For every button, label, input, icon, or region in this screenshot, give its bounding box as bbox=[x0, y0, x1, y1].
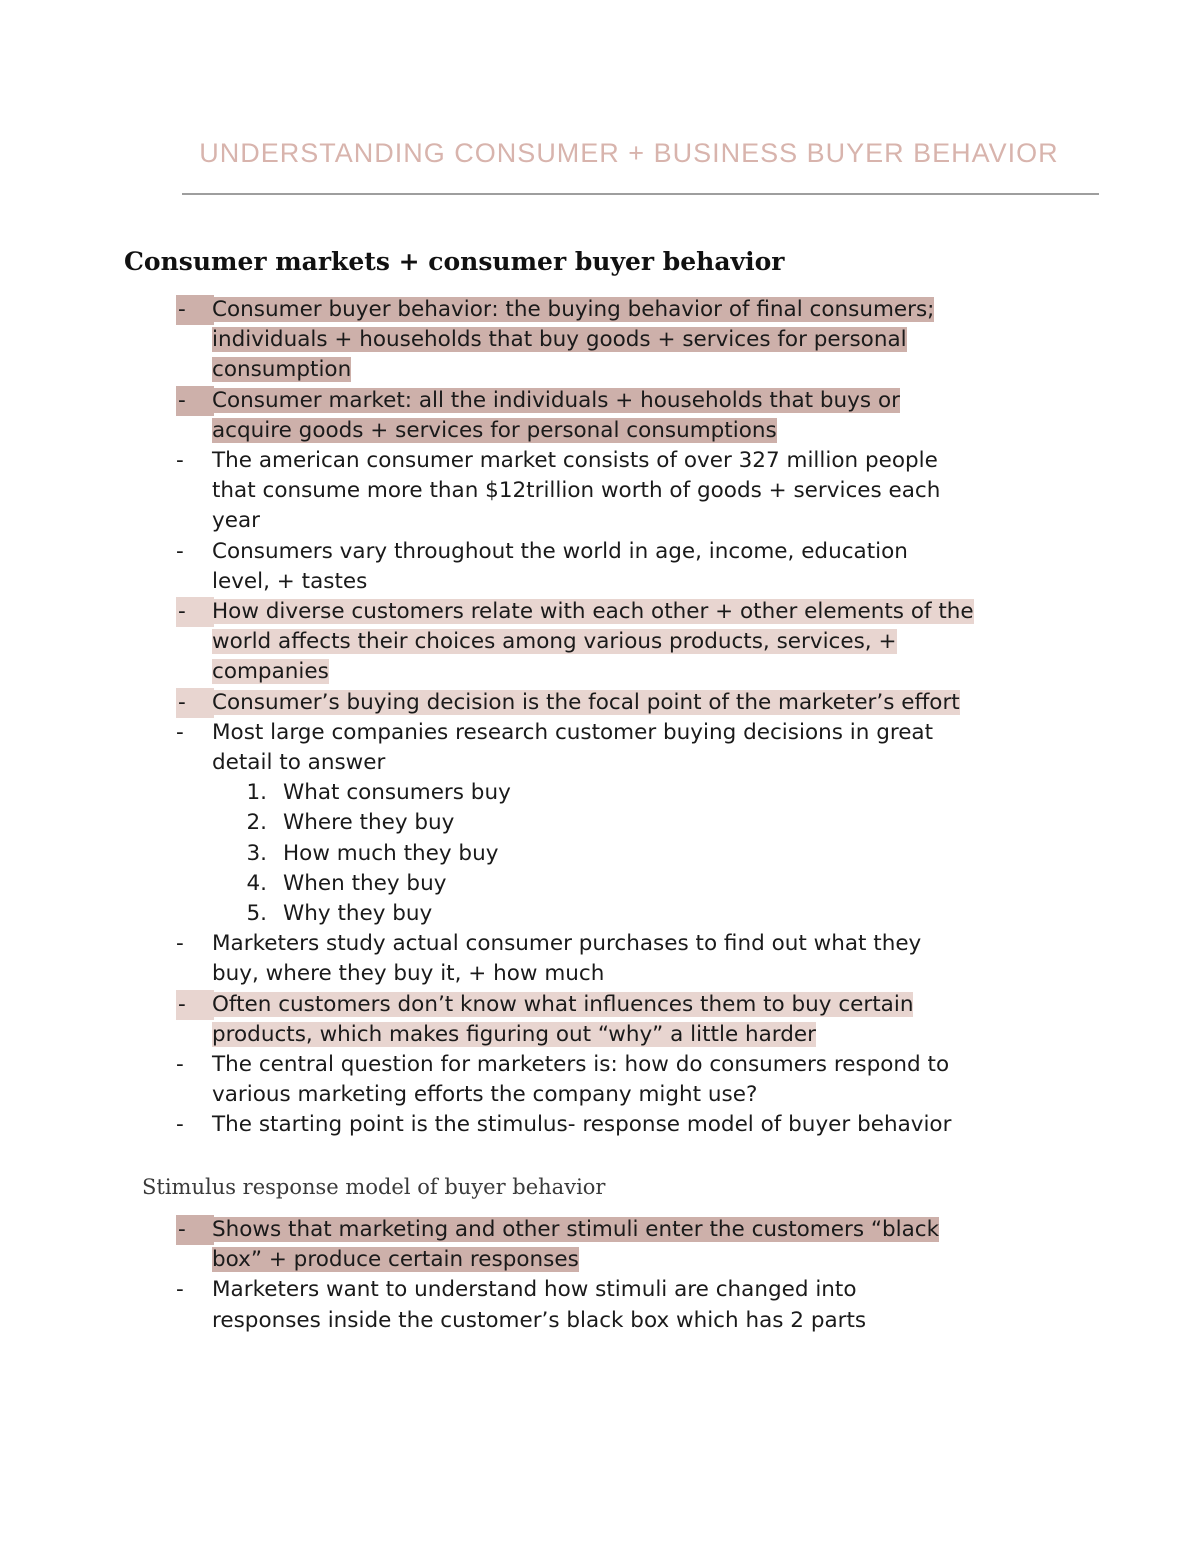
bullet-line bbox=[212, 1306, 866, 1336]
bullet-text: products, which makes figuring out “why” a little harder bbox=[212, 1021, 816, 1047]
bullet-text: Most large companies research customer buying decisions in great bbox=[212, 719, 934, 745]
bullet-text: The central question for marketers is: how do consumers respond to bbox=[212, 1052, 950, 1077]
bullet-line bbox=[212, 657, 329, 687]
bullet-dash: - bbox=[176, 1277, 184, 1303]
bullet-dash: - bbox=[176, 386, 214, 416]
bullet-line bbox=[212, 959, 604, 989]
bullet-line bbox=[212, 1080, 757, 1110]
numbered-item-number: 5. bbox=[246, 901, 267, 926]
bullet-dash: - bbox=[176, 1112, 184, 1138]
bullet-line bbox=[212, 1275, 857, 1305]
bullet-text: detail to answer bbox=[212, 750, 386, 775]
bullet-dash: - bbox=[176, 1052, 184, 1077]
bullet-text: Consumers vary throughout the world in age, income, education bbox=[212, 538, 908, 564]
bullet-line bbox=[212, 355, 351, 385]
bullet-line bbox=[212, 476, 940, 506]
numbered-item-number: 4. bbox=[246, 870, 267, 896]
bullet-text: Marketers study actual consumer purchases to find out what they bbox=[212, 931, 922, 957]
bullet-line bbox=[212, 718, 933, 748]
bullet-line bbox=[212, 325, 907, 355]
bullet-text: : all the individuals + households that buys or bbox=[404, 387, 900, 413]
numbered-item-text: How much they buy bbox=[283, 840, 499, 866]
bullet-text: How diverse customers relate with each other + other elements of the bbox=[212, 599, 974, 624]
bullet-text: companies bbox=[212, 659, 329, 685]
bullet-text: Marketers want to understand how stimuli are changed into bbox=[212, 1277, 857, 1303]
bullet-line bbox=[212, 1245, 579, 1275]
bullet-line bbox=[212, 537, 908, 567]
bullet-text: level, + tastes bbox=[212, 568, 368, 594]
bullet-text: Consumer buyer behavior bbox=[212, 297, 492, 322]
section-heading-stimulus-response: Stimulus response model of buyer behavior bbox=[142, 1175, 606, 1199]
bullet-dash: - bbox=[176, 295, 214, 325]
bullet-text: acquire goods + services for personal consumptions bbox=[212, 417, 777, 443]
bullet-line bbox=[212, 990, 913, 1020]
bullet-line bbox=[212, 748, 385, 778]
bullet-dash: - bbox=[176, 1215, 214, 1245]
bullet-text: various marketing efforts the company might use? bbox=[212, 1082, 758, 1108]
page-title: UNDERSTANDING CONSUMER + BUSINESS BUYER BEHAVIOR bbox=[199, 138, 1059, 168]
bullet-text: Consumer’s buying decision is the focal point of the marketer’s effort bbox=[212, 689, 960, 715]
bullet-line bbox=[212, 688, 960, 718]
bullet-text: individuals + households that buy goods + services for personal bbox=[212, 327, 907, 353]
bullet-dash: - bbox=[176, 931, 184, 957]
numbered-item-number: 1. bbox=[246, 780, 267, 806]
bullet-text: The american consumer market consists of over 327 million people bbox=[212, 448, 938, 473]
numbered-item-number: 3. bbox=[246, 840, 267, 866]
numbered-item-text: Why they buy bbox=[283, 901, 433, 926]
bullet-dash: - bbox=[176, 990, 214, 1020]
bullet-line bbox=[212, 1110, 951, 1140]
bullet-text: world affects their choices among various products, services, + bbox=[212, 629, 897, 655]
numbered-item-text: What consumers buy bbox=[283, 780, 511, 806]
numbered-item-text: Where they buy bbox=[283, 810, 455, 836]
title-divider bbox=[182, 193, 1099, 195]
numbered-item-text: When they buy bbox=[283, 870, 447, 896]
bullet-line bbox=[212, 1050, 949, 1080]
bullet-line bbox=[212, 929, 921, 959]
numbered-item-number: 2. bbox=[246, 810, 267, 836]
bullet-text: consumption bbox=[212, 357, 352, 383]
bullet-line bbox=[212, 506, 260, 536]
bullet-text: responses inside the customer’s black box which has 2 parts bbox=[212, 1307, 867, 1333]
bullet-text: Shows that marketing and other stimuli enter the customers “black bbox=[212, 1217, 940, 1242]
bullet-text: that consume more than $12trillion worth of goods + services each bbox=[212, 478, 941, 504]
bullet-line bbox=[212, 627, 897, 657]
section-heading-consumer-markets: Consumer markets + consumer buyer behavior bbox=[124, 247, 785, 276]
bullet-text: buy, where they buy it, + how much bbox=[212, 961, 605, 987]
bullet-text: The starting point is the stimulus- response model of buyer behavior bbox=[212, 1112, 952, 1138]
bullet-text: box” + produce certain responses bbox=[212, 1247, 579, 1273]
bullet-dash: - bbox=[176, 597, 214, 627]
bullet-line bbox=[212, 567, 367, 597]
bullet-line bbox=[212, 416, 777, 446]
bullet-line bbox=[212, 386, 900, 416]
bullet-line bbox=[212, 597, 974, 627]
bullet-text: Often customers don’t know what influences them to buy certain bbox=[212, 991, 914, 1017]
bullet-line bbox=[212, 1215, 939, 1245]
bullet-text: : the buying behavior of final consumers; bbox=[491, 297, 935, 322]
bullet-line bbox=[212, 1020, 816, 1050]
bullet-dash: - bbox=[176, 538, 184, 564]
bullet-dash: - bbox=[176, 688, 214, 718]
bullet-dash: - bbox=[176, 448, 184, 473]
bullet-line bbox=[212, 446, 938, 476]
bullet-text: Consumer market bbox=[212, 387, 405, 413]
bullet-line bbox=[212, 295, 934, 325]
bullet-text: year bbox=[212, 508, 260, 534]
bullet-dash: - bbox=[176, 719, 184, 745]
